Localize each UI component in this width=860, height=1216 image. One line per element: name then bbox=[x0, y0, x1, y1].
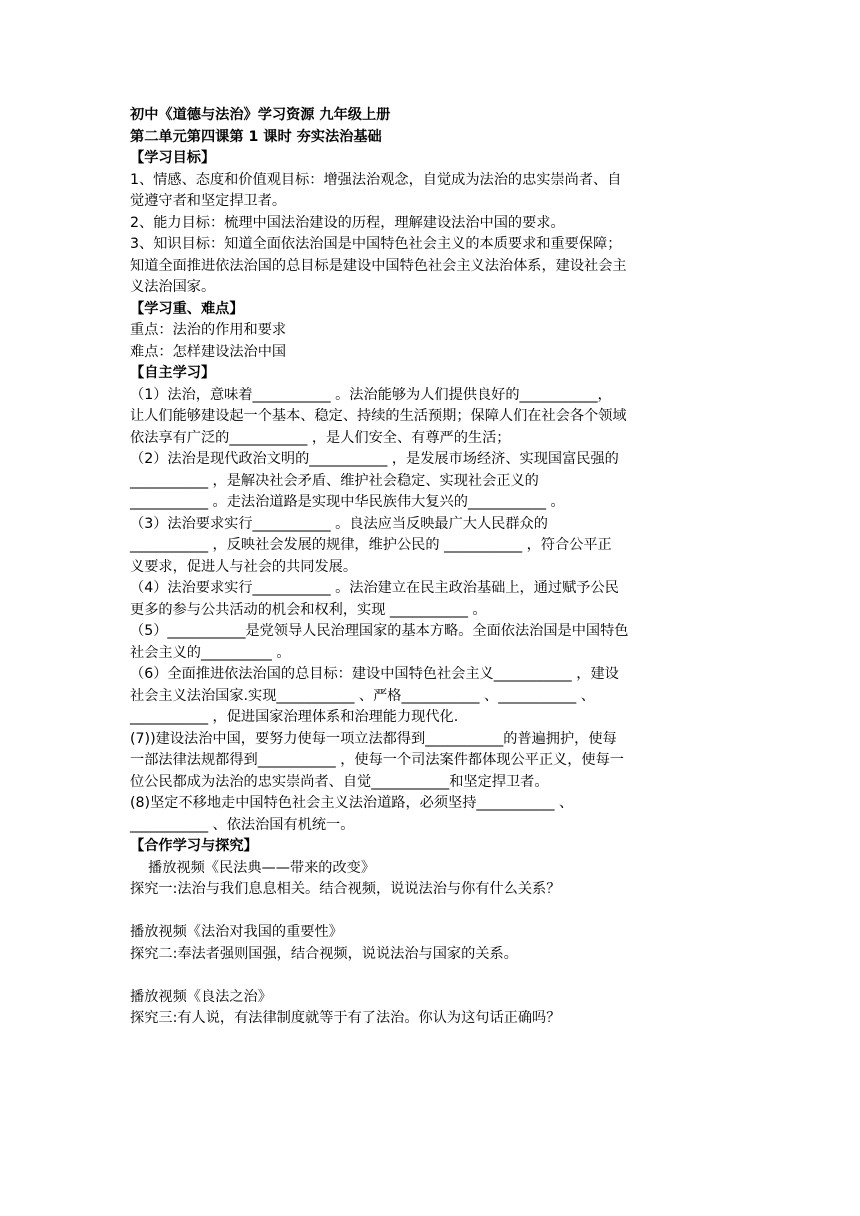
inquiry-2: 探究二:奉法者强则国强，结合视频，说说法治与国家的关系。 bbox=[130, 945, 518, 962]
self-study-line: (7))建设法治中国，要努力使每一项立法都得到___________的普遍拥护，使每 bbox=[130, 730, 617, 747]
self-study-line: （5）___________是党领导人民治理国家的基本方略。全面依法治国是中国特色 bbox=[130, 623, 629, 639]
self-study-line: 更多的参与公共活动的机会和权利，实现 ___________ 。 bbox=[130, 601, 487, 618]
self-study-heading: 【自主学习】 bbox=[130, 365, 216, 381]
inquiry-3: 探究三:有人说，有法律制度就等于有了法治。你认为这句话正确吗？ bbox=[130, 1010, 561, 1026]
goals-line: 知道全面推进依法治国的总目标是建设中国特色社会主义法治体系，建设社会主 bbox=[130, 257, 627, 274]
self-study-line: 让人们能够建设起一个基本、稳定、持续的生活预期；保障人们在社会各个领域 bbox=[130, 408, 627, 424]
goals-section bbox=[130, 170, 730, 299]
key-point-line: 重点：法治的作用和要求 bbox=[130, 322, 287, 338]
self-study-line: （4）法治要求实行___________ 。法治建立在民主政治基础上，通过赋予公民 bbox=[130, 580, 619, 596]
self-study-line: ___________ ，反映社会发展的规律，维护公民的 ___________ ，符合公平正 bbox=[130, 537, 612, 553]
blank-line bbox=[130, 901, 730, 923]
goals-line: 觉遵守者和坚定捍卫者。 bbox=[130, 193, 287, 209]
self-study-line: 位公民都成为法治的忠实崇尚者、自觉___________和坚定捍卫者。 bbox=[130, 773, 549, 790]
document-page bbox=[130, 105, 730, 1030]
goals-line: 义法治国家。 bbox=[130, 279, 216, 295]
self-study-line: （2）法治是现代政治文明的___________ ，是发展市场经济、实现国富民强的 bbox=[130, 451, 619, 467]
goals-line: 2、能力目标：梳理中国法治建设的历程，理解建设法治中国的要求。 bbox=[130, 214, 565, 231]
inquiry-1: 探究一:法治与我们息息相关。结合视频，说说法治与你有什么关系？ bbox=[130, 881, 561, 897]
lesson-title: 第二单元第四课第 1 课时 夯实法治基础 bbox=[130, 128, 382, 145]
video-3-title: 播放视频《良法之治》 bbox=[130, 988, 272, 1005]
self-study-line: （6）全面推进依法治国的总目标：建设中国特色社会主义___________ ，建设 bbox=[130, 666, 619, 682]
goals-line: 1、情感、态度和价值观目标：增强法治观念，自觉成为法治的忠实崇尚者、自 bbox=[130, 171, 622, 188]
video-1-line bbox=[130, 858, 730, 880]
self-study-line: ___________ 。走法治道路是实现中华民族伟大复兴的___________ 。 bbox=[130, 494, 565, 510]
self-study-line: 社会主义法治国家.实现___________ 、严格___________ 、___________ 、 bbox=[130, 687, 595, 704]
self-study-section bbox=[130, 385, 730, 837]
self-study-line: 一部法律法规都得到___________ ，使每一个司法案件都体现公平正义，使每一 bbox=[130, 752, 624, 768]
goals-heading: 【学习目标】 bbox=[130, 150, 216, 166]
self-study-line: (8)坚定不移地走中国特色社会主义法治道路，必须坚持___________ 、 bbox=[130, 795, 574, 811]
self-study-line: 依法享有广泛的___________ ，是人们安全、有尊严的生活； bbox=[130, 429, 511, 446]
self-study-line: （3）法治要求实行___________ 。良法应当反映最广大人民群众的 bbox=[130, 515, 548, 532]
goals-line: 3、知识目标：知道全面依法治国是中国特色社会主义的本质要求和重要保障； bbox=[130, 236, 622, 252]
blank-line bbox=[130, 965, 730, 987]
cooperation-heading: 【合作学习与探究】 bbox=[130, 838, 258, 854]
self-study-line: 社会主义的__________ 。 bbox=[130, 644, 291, 661]
document-title: 初中《道德与法治》学习资源 九年级上册 bbox=[130, 107, 391, 123]
self-study-line: （1）法治，意味着___________ 。法治能够为人们提供良好的___________， bbox=[130, 386, 612, 403]
self-study-line: ___________ ，是解决社会矛盾、维护社会稳定、实现社会正义的 bbox=[130, 472, 539, 489]
video-2-title: 播放视频《法治对我国的重要性》 bbox=[130, 924, 343, 940]
key-points-heading: 【学习重、难点】 bbox=[130, 300, 244, 317]
self-study-line: ___________ ，促进国家治理体系和治理能力现代化. bbox=[130, 709, 459, 725]
difficulty-line: 难点：怎样建设法治中国 bbox=[130, 343, 287, 360]
video-1-title: 播放视频《民法典——带来的改变》 bbox=[148, 859, 376, 876]
self-study-line: ___________ 、依法治国有机统一。 bbox=[130, 816, 355, 833]
self-study-line: 义要求，促进人与社会的共同发展。 bbox=[130, 558, 358, 575]
